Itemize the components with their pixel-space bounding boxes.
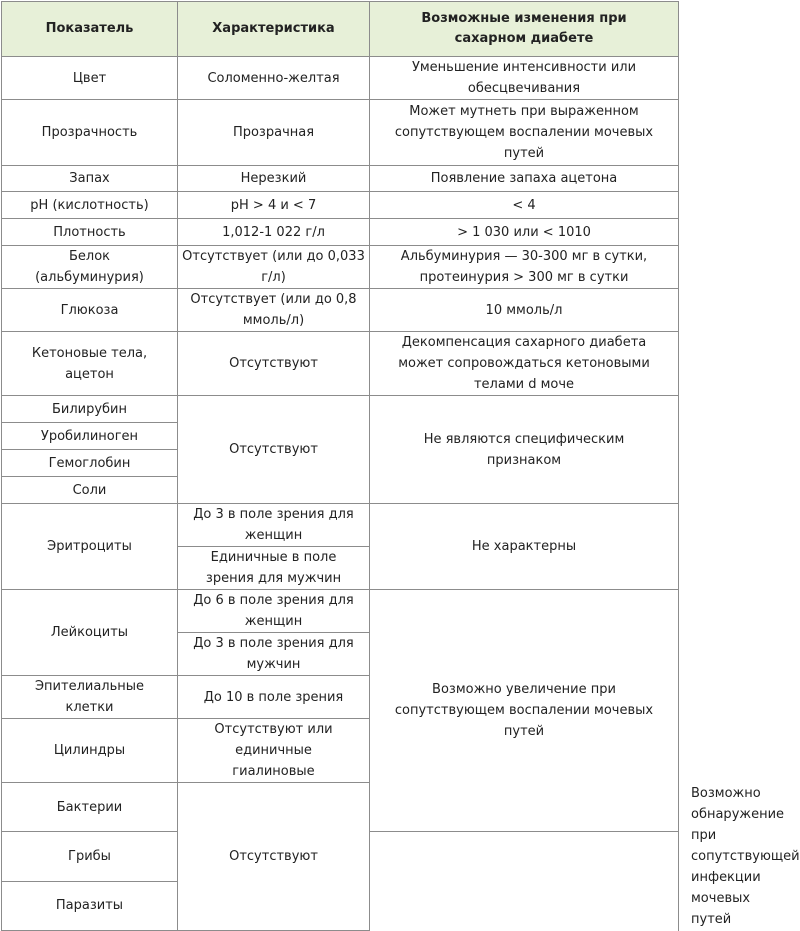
cell-norm: Отсутствует (или до 0,033 г/л) — [178, 246, 370, 289]
header-changes: Возможные изменения при сахарном диабете — [370, 2, 679, 57]
table-row — [2, 289, 679, 332]
cell-norm: Отсутствуют или единичные гиалиновые — [178, 719, 370, 783]
cell-param: Эритроциты — [2, 504, 178, 590]
cell-param: Цвет — [2, 57, 178, 100]
cell-change: Уменьшение интенсивности или обесцвечивания — [370, 57, 679, 100]
cell-param: Запах — [2, 166, 178, 192]
cell-param: Эпителиальные клетки — [2, 676, 178, 719]
cell-change: Может мутнеть при выраженном сопутствующем воспалении мочевых путей — [370, 100, 679, 166]
cell-param: Плотность — [2, 219, 178, 246]
cell-norm: До 3 в поле зрения для мужчин — [178, 633, 370, 676]
table-row — [2, 590, 679, 633]
cell-norm: Отсутствуют — [178, 332, 370, 396]
cell-change: Появление запаха ацетона — [370, 166, 679, 192]
cell-norm: Отсутствуют — [178, 396, 370, 504]
cell-norm: Единичные в поле зрения для мужчин — [178, 547, 370, 590]
urine-analysis-table — [1, 1, 800, 931]
cell-param: pH (кислотность) — [2, 192, 178, 219]
cell-param: Цилиндры — [2, 719, 178, 783]
cell-param: Кетоновые тела, ацетон — [2, 332, 178, 396]
header-row — [2, 2, 679, 57]
cell-param: Прозрачность — [2, 100, 178, 166]
cell-norm: Отсутствуют — [178, 783, 370, 931]
table-row — [2, 396, 679, 423]
cell-param: Гемоглобин — [2, 450, 178, 477]
table-row — [2, 332, 679, 396]
cell-param: Белок (альбуминурия) — [2, 246, 178, 289]
cell-norm: 1,012-1 022 г/л — [178, 219, 370, 246]
cell-param: Лейкоциты — [2, 590, 178, 676]
cell-norm: pH > 4 и < 7 — [178, 192, 370, 219]
cell-norm: Нерезкий — [178, 166, 370, 192]
cell-param: Глюкоза — [2, 289, 178, 332]
table-row — [2, 57, 679, 100]
cell-param: Билирубин — [2, 396, 178, 423]
table-row — [2, 504, 679, 547]
cell-param: Паразиты — [2, 881, 178, 930]
cell-change: Декомпенсация сахарного диабета может сопровождаться кетоновыми телами d моче — [370, 332, 679, 396]
cell-change: Альбуминурия — 30-300 мг в сутки, протеинурия > 300 мг в сутки — [370, 246, 679, 289]
table-row — [2, 100, 679, 166]
cell-norm: До 3 в поле зрения для женщин — [178, 504, 370, 547]
cell-norm: До 10 в поле зрения — [178, 676, 370, 719]
table-row: Бактерии Отсутствуют Возможно обнаружение при сопутствующей инфекции мочевых путей — [2, 783, 679, 832]
cell-param: Соли — [2, 477, 178, 504]
cell-param: Бактерии — [2, 783, 178, 832]
cell-change: > 1 030 или < 1010 — [370, 219, 679, 246]
table-row — [2, 166, 679, 192]
cell-norm: До 6 в поле зрения для женщин — [178, 590, 370, 633]
table-row — [2, 219, 679, 246]
table-row — [2, 192, 679, 219]
cell-change: Возможно увеличение при сопутствующем воспалении мочевых путей — [370, 590, 679, 832]
cell-norm: Соломенно-желтая — [178, 57, 370, 100]
cell-change: 10 ммоль/л — [370, 289, 679, 332]
cell-change: Не характерны — [370, 504, 679, 590]
cell-change: < 4 — [370, 192, 679, 219]
cell-param: Уробилиноген — [2, 423, 178, 450]
cell-norm: Отсутствует (или до 0,8 ммоль/л) — [178, 289, 370, 332]
cell-change: Не являются специфическим признаком — [370, 396, 679, 504]
cell-param: Грибы — [2, 832, 178, 881]
header-characteristic: Характеристика — [178, 2, 370, 57]
header-parameter: Показатель — [2, 2, 178, 57]
cell-norm: Прозрачная — [178, 100, 370, 166]
table-row — [2, 246, 679, 289]
